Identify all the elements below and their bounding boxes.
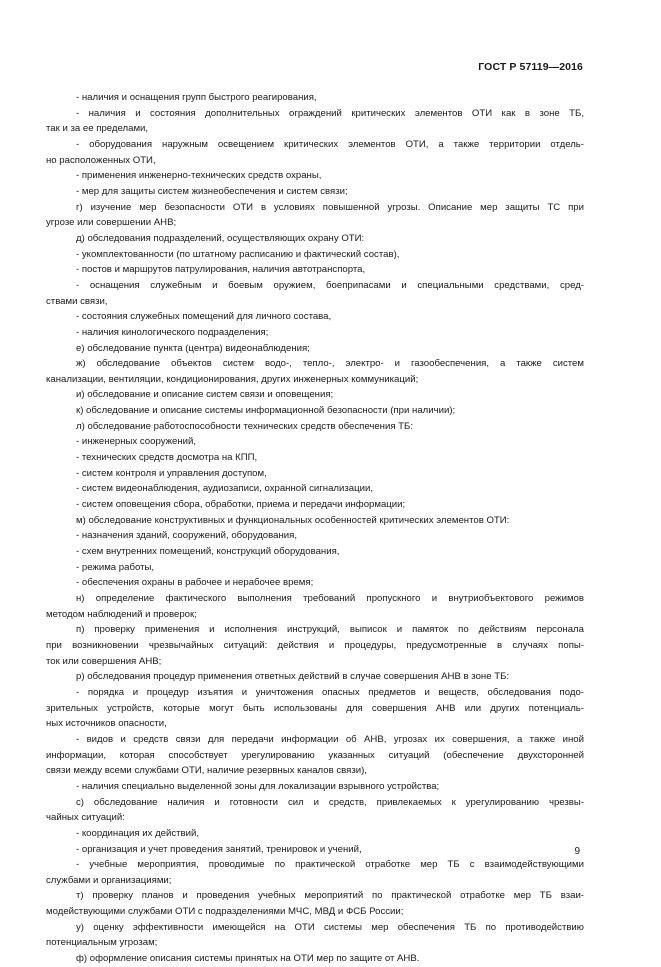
text-line: ф) оформление описания системы принятых на ОТИ мер по защите от АНВ.	[76, 953, 420, 965]
text-line: - порядка и процедур изъятия и уничтожения опасных предметов и веществ, обследования подо-	[76, 686, 584, 698]
text-line: чайных ситуаций:	[46, 812, 125, 824]
text-line: - инженерных сооружений,	[76, 436, 197, 448]
text-line: - обеспечения охраны в рабочее и нерабочее время;	[76, 577, 314, 589]
text-line: зрительных устройств, которые могут быть использованы для совершения АНВ или других потенциаль-	[46, 702, 584, 714]
text-line: д) обследования подразделений, осуществляющих охрану ОТИ:	[76, 232, 365, 244]
page-number: 9	[574, 846, 580, 857]
text-line: - укомплектованности (по штатному расписанию и фактический состав),	[76, 248, 400, 260]
text-line: службами и организациями;	[46, 874, 172, 886]
text-line: т) проверку планов и проведения учебных мероприятий по практической отработке мер ТБ взаи-	[76, 890, 584, 902]
text-line: связи между всеми службами ОТИ, наличие резервных каналов связи),	[46, 765, 367, 777]
text-line: л) обследование работоспособности технических средств обеспечения ТБ:	[76, 420, 414, 432]
text-line: - технических средств досмотра на КПП,	[76, 452, 258, 464]
text-line: и) обследование и описание систем связи и оповещения;	[76, 389, 334, 401]
text-line: - видов и средств связи для передачи информации об АНВ, угрозах их совершения, а также иной	[76, 733, 584, 745]
text-line: модействующими службами ОТИ с подразделениями МЧС, МВД и ФСБ России;	[46, 906, 404, 918]
text-line: - наличия специально выделенной зоны для локализации взрывного устройства;	[76, 780, 440, 792]
document-body	[46, 90, 584, 967]
text-line: - применения инженерно-технических средств охраны,	[76, 170, 322, 182]
text-line: - наличия и оснащения групп быстрого реагирования,	[76, 92, 317, 103]
text-line: - оснащения служебным и боевым оружием, боеприпасами и специальными средствами, сред-	[76, 279, 584, 291]
text-line: - систем контроля и управления доступом,	[76, 467, 267, 479]
text-line: с) обследование наличия и готовности сил и средств, привлекаемых к урегулированию чрезвы-	[76, 796, 584, 808]
text-line: угрозе или совершении АНВ;	[46, 217, 177, 229]
text-line: г) изучение мер безопасности ОТИ в условиях повышенной угрозы. Описание мер защиты ТС при	[76, 201, 584, 213]
text-line: - назначения зданий, сооружений, оборудования,	[76, 530, 297, 542]
text-line: - систем видеонаблюдения, аудиозаписи, охранной сигнализации,	[76, 483, 373, 495]
text-line: - постов и маршрутов патрулирования, наличия автотранспорта,	[76, 264, 366, 276]
text-line: ных источников опасности,	[46, 718, 167, 730]
text-line: ток или совершения АНВ;	[46, 655, 162, 667]
text-line: информации, которая способствует урегулированию указанных ситуаций (обеспечение двухсторонней	[46, 749, 584, 761]
text-line: - оборудования наружным освещением критических элементов ОТИ, а также территории отдель-	[76, 138, 584, 150]
standard-designation: ГОСТ Р 57119—2016	[478, 61, 583, 73]
text-line: ж) обследование объектов систем водо-, тепло-, электро- и газообеспечения, а также систем	[76, 358, 584, 370]
text-line: канализации, вентиляции, кондиционирования, других инженерных коммуникаций;	[46, 373, 419, 385]
text-line: у) оценку эффективности имеющейся на ОТИ системы мер обеспечения ТБ по противодействию	[76, 921, 584, 933]
text-line: потенциальным угрозам;	[46, 937, 158, 949]
text-line: - схем внутренних помещений, конструкций оборудования,	[76, 546, 340, 558]
text-line: - учебные мероприятия, проводимые по практической отработке мер ТБ с взаимодействующими	[76, 859, 584, 871]
text-line: м) обследование конструктивных и функциональных особенностей критических элементов ОТИ:	[76, 514, 510, 526]
text-line: н) определение фактического выполнения требований пропускного и внутриобъектового режимов	[76, 593, 584, 604]
text-line: - мер для защиты систем жизнеобеспечения и систем связи;	[76, 185, 348, 197]
text-line: - состояния служебных помещений для личного состава,	[76, 311, 332, 323]
text-line: - координация их действий,	[76, 827, 200, 839]
text-line: е) обследование пункта (центра) видеонаблюдения;	[76, 342, 310, 354]
text-line: - наличия и состояния дополнительных ограждений критических элементов ОТИ как в зоне ТБ,	[76, 107, 584, 119]
text-line: методом наблюдений и проверок;	[46, 608, 197, 620]
text-line: - организация и учет проведения занятий, тренировок и учений,	[76, 843, 362, 855]
text-line: - режима работы,	[76, 561, 155, 573]
text-line: при возникновении чрезвычайных ситуаций: действия и процедуры, предусмотренные в случаях попы-	[46, 639, 584, 651]
text-line: к) обследование и описание системы информационной безопасности (при наличии);	[76, 405, 456, 417]
text-line: п) проверку применения и исполнения инструкций, выписок и памяток по действиям персонала	[76, 624, 584, 636]
text-line: так и за ее пределами,	[46, 123, 149, 135]
text-line: но расположенных ОТИ,	[46, 154, 156, 166]
text-line: - систем оповещения сбора, обработки, приема и передачи информации;	[76, 499, 406, 511]
text-line: р) обследования процедур применения ответных действий в случае совершения АНВ в зоне ТБ:	[76, 671, 510, 683]
text-line: - наличия кинологического подразделения;	[76, 326, 269, 338]
text-line: ствами связи,	[46, 295, 108, 307]
